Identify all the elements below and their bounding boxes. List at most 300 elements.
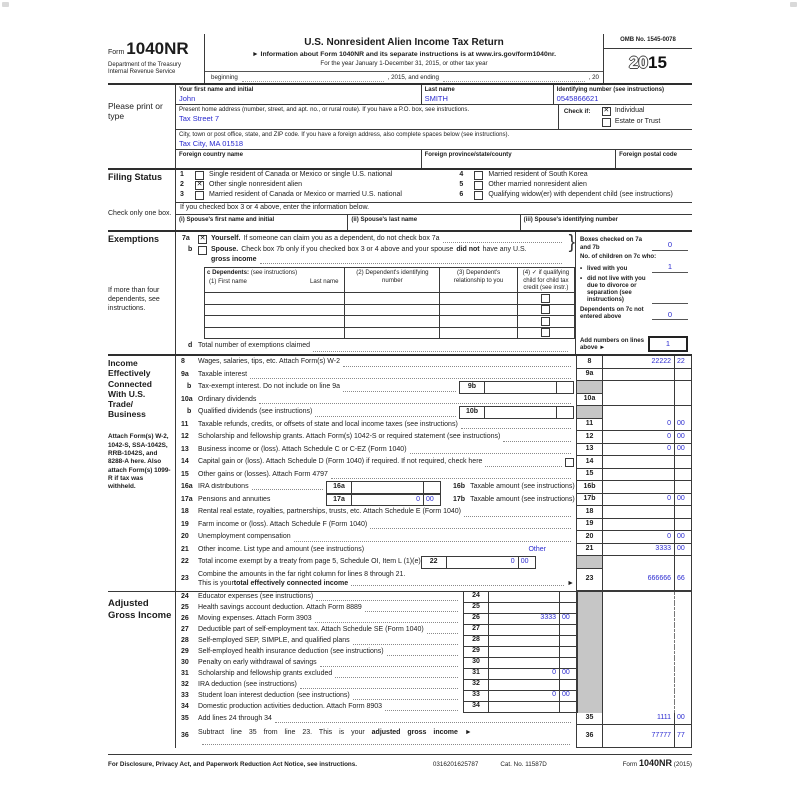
line-number: 13	[181, 445, 189, 453]
mid-line-number-box: 31	[463, 669, 489, 680]
dependents-credit-header: (4) ✓ if qualifying child for child tax credit (see instr.)	[517, 268, 574, 292]
line-23-amount[interactable]	[603, 569, 692, 591]
agi-content	[175, 592, 692, 749]
line-description	[198, 725, 576, 748]
line-36-amount[interactable]	[603, 725, 692, 748]
right-amount-area	[603, 691, 692, 702]
foreign-country-cell[interactable]: Foreign country name	[179, 151, 243, 159]
amount-value: 77777	[651, 731, 671, 739]
gray-strip	[577, 592, 603, 603]
line-7d: d Total number of exemptions claimed	[176, 339, 575, 354]
inset-amount-cell[interactable]	[485, 381, 574, 394]
tax-year-dates-row: beginning , 2015, and ending , 20	[205, 71, 603, 83]
line-description	[198, 531, 576, 544]
amount-cents: 00	[674, 419, 691, 431]
omb-number: OMB No. 1545-0078	[604, 34, 692, 49]
line-7b-continued: gross income	[176, 255, 575, 266]
line-label: IRA deduction (see instructions)	[198, 680, 297, 688]
tail-label: Taxable amount (see instructions)	[470, 483, 575, 491]
yourself-checkbox[interactable]	[198, 235, 207, 244]
filing-option-6-checkbox[interactable]	[474, 191, 483, 200]
amount-value: 3333	[655, 545, 671, 553]
did-not-live-value[interactable]	[652, 303, 688, 304]
identity-section	[108, 85, 692, 169]
income-line-9a	[176, 369, 692, 382]
spouse-checkbox[interactable]	[198, 246, 207, 255]
dotted-leader	[343, 366, 571, 367]
line-number: 20	[181, 533, 189, 541]
line-number: 19	[181, 520, 189, 528]
line36-pre: Subtract line 35 from line 23. This is your	[198, 728, 372, 736]
agi-table	[176, 592, 692, 749]
dependent-credit-cell	[517, 305, 574, 316]
income-line-17b	[176, 494, 692, 507]
inset-amount-cents	[556, 382, 573, 393]
line-number: 12	[181, 433, 189, 441]
dotted-leader	[252, 489, 323, 490]
line-description	[198, 394, 576, 407]
line-label: Taxable interest	[198, 370, 248, 378]
line36-bold: adjusted gross income	[371, 728, 465, 736]
line-number: 27	[181, 625, 189, 633]
amount-cents	[674, 506, 691, 518]
agi-line-31	[176, 669, 692, 680]
dotted-leader	[315, 622, 458, 623]
line-description	[198, 494, 576, 507]
line-number: 8	[181, 358, 185, 366]
line-label: Domestic production activities deduction. Attach Form 8903	[198, 702, 383, 710]
amount-cents	[559, 702, 576, 712]
dotted-leader	[427, 633, 458, 634]
form-number: 1040NR	[126, 39, 189, 58]
children-label-item: No. of children on 7c who:	[580, 252, 657, 260]
dependent-relationship-cell[interactable]	[439, 293, 516, 304]
line-14-amount[interactable]	[603, 456, 692, 469]
line36-wrap	[198, 729, 574, 745]
line-description	[198, 456, 576, 469]
dependent-name-cell[interactable]	[205, 305, 344, 316]
amount-cents: 00	[674, 713, 691, 725]
line-label: Tax-exempt interest. Do not include on line 9a	[198, 383, 341, 391]
amount-value: 0	[552, 669, 556, 677]
line-number: 32	[181, 680, 189, 688]
dotted-leader	[387, 655, 458, 656]
income-line-18	[176, 506, 692, 519]
line-label: Student loan interest deduction (see instructions)	[198, 691, 350, 699]
total-exemptions-box[interactable]: 1	[648, 336, 688, 352]
mid-line-number-box: 34	[463, 702, 489, 713]
income-table	[176, 356, 692, 591]
dependents-name-header: c Dependents: (see instructions) (1) First name Last name	[207, 269, 339, 285]
line-label: Business income or (loss). Attach Schedule C or C-EZ (Form 1040)	[198, 445, 407, 453]
amount-cents	[559, 603, 576, 613]
line-24-amount[interactable]	[489, 592, 577, 603]
agi-line-28	[176, 636, 692, 647]
amount-value: 666666	[647, 574, 671, 582]
amount-cents	[559, 647, 576, 657]
mid-line-number-box: 29	[463, 647, 489, 658]
line-11-amount[interactable]	[603, 419, 692, 432]
agi-line-34	[176, 702, 692, 713]
income-line-20	[176, 531, 692, 544]
agi-line-25	[176, 603, 692, 614]
income-content	[175, 356, 692, 591]
ab-label-wrap	[198, 483, 326, 492]
dotted-leader	[250, 378, 571, 379]
filing-option-5: 5 Other married nonresident alien	[459, 181, 587, 189]
agi-line-26	[176, 614, 692, 625]
line-number-box: 9a	[576, 369, 603, 382]
spouse-first-name-cell[interactable]: (i) Spouse's first name and initial	[179, 216, 275, 224]
line-number: b	[187, 408, 192, 416]
amount-cents	[674, 456, 691, 468]
income-line-12	[176, 431, 692, 444]
mid-line-number-box: 33	[463, 691, 489, 702]
inset-line-number: 9b	[459, 381, 485, 394]
income-line-15	[176, 469, 692, 482]
dotted-leader	[461, 428, 571, 429]
gray-strip	[577, 680, 603, 691]
mid-line-number-box: 26	[463, 614, 489, 625]
dotted-leader	[320, 666, 458, 667]
line-number-box: 15	[576, 469, 603, 482]
amount-cents: 77	[674, 725, 691, 747]
dotted-leader	[343, 391, 456, 392]
home-address-cell: Present home address (number, street, and apt. no., or rural route). If you have a P.O. box, see instructions. Tax Street 7	[176, 105, 558, 129]
print-or-type-label: Please print or type	[108, 100, 163, 122]
line-b-amount[interactable]	[603, 381, 692, 394]
line-description	[198, 519, 576, 532]
did-not-live-item: • did not live with you due to divorce or separation (see instructions)	[580, 275, 688, 304]
line-description	[198, 680, 463, 691]
identity-sidebar	[108, 85, 175, 169]
dependent-relationship-cell[interactable]	[439, 305, 516, 316]
dotted-leader	[385, 710, 458, 711]
dependents-id-header: (2) Dependent's identifying number	[344, 268, 439, 292]
scan-artifact	[790, 2, 797, 7]
line-7b: b Spouse. Check box 7b only if you checked box 3 or 4 above and your spouse did not have any U.S.	[188, 245, 527, 253]
line-10a-amount[interactable]	[603, 394, 692, 407]
agi-heading: Adjusted Gross Income	[108, 597, 172, 622]
line-number: 21	[181, 545, 189, 553]
line-number: 22	[181, 558, 189, 566]
identifying-number-field[interactable]: 0545866621	[556, 93, 599, 103]
line-7a: 7a ✕ Yourself. If someone can claim you as a dependent, do not check box 7a	[176, 233, 575, 245]
line-b-amount[interactable]	[603, 406, 692, 419]
line-label: Rental real estate, royalties, partnerships, trusts, etc. Attach Schedule E (Form 1040)	[198, 508, 462, 516]
income-line-13	[176, 444, 692, 457]
exemptions-section	[108, 230, 692, 354]
dependent-name-cell[interactable]	[205, 316, 344, 327]
line-description	[198, 625, 463, 636]
line-9a-amount[interactable]	[603, 369, 692, 382]
dependent-name-cell[interactable]	[205, 328, 344, 339]
first-name-field[interactable]: John	[179, 93, 196, 103]
dotted-leader	[443, 242, 562, 243]
line-label-2-bold: total effectively connected income	[233, 579, 349, 587]
city-row	[176, 130, 692, 150]
capital-gain-checkbox[interactable]	[565, 458, 574, 467]
line-label: Pensions and annuities	[198, 495, 271, 503]
filing-option-4: 4 Married resident of South Korea	[459, 171, 588, 179]
dependents-table	[204, 267, 575, 339]
line-description	[198, 431, 576, 444]
amount-value: 0	[667, 420, 671, 428]
line-20-amount[interactable]	[603, 531, 692, 544]
city-cell: City, town or post office, state, and ZIP code. If you have a foreign address, also complete spaces below (see instructions). Tax City, MA 01518	[176, 130, 692, 149]
line-description	[198, 419, 576, 432]
income-line-b	[176, 381, 692, 394]
dependents-not-entered-value[interactable]: 0	[652, 310, 688, 320]
amount-cents	[559, 592, 576, 602]
line-18-amount[interactable]	[603, 506, 692, 519]
spouse-last-name-cell[interactable]: (ii) Spouse's last name	[347, 215, 519, 230]
income-line-10a	[176, 394, 692, 407]
filing-status-sidebar	[108, 170, 175, 230]
right-amount-area	[603, 702, 692, 713]
form-footer	[108, 754, 692, 769]
dependent-relationship-cell[interactable]	[439, 316, 516, 327]
inset-line-number: 17a	[326, 494, 352, 507]
filing-option-5-checkbox[interactable]	[474, 181, 483, 190]
line-number-box: 20	[576, 531, 603, 544]
combined-description	[198, 571, 574, 589]
line-12-amount[interactable]	[603, 431, 692, 444]
lived-with-you-value[interactable]: 1	[652, 262, 688, 272]
line-number: 11	[181, 420, 189, 428]
amount-cents: 00	[674, 531, 691, 543]
line-29-amount[interactable]	[489, 647, 577, 658]
line-label: Scholarship and fellowship grants. Attach Form(s) 1042-S or required statement (see instructions)	[198, 433, 501, 441]
dependent-relationship-cell[interactable]	[439, 328, 516, 339]
line-30-amount[interactable]	[489, 658, 577, 669]
mid-line-number-box: 28	[463, 636, 489, 647]
dependent-id-cell[interactable]	[344, 316, 439, 327]
dotted-leader	[464, 516, 571, 517]
estate-trust-checkbox[interactable]	[602, 118, 611, 127]
income-heading: Income Effectively Connected With U.S. Trade/ Business	[108, 358, 152, 420]
line-number-box	[576, 381, 603, 394]
line-15-amount[interactable]	[603, 469, 692, 482]
dotted-leader	[331, 478, 571, 479]
dependent-row	[205, 293, 574, 305]
agi-line-30	[176, 658, 692, 669]
right-amount-area	[603, 603, 692, 614]
dependent-name-cell[interactable]	[205, 293, 344, 304]
home-address-field[interactable]: Tax Street 7	[179, 114, 220, 124]
line-number: 28	[181, 636, 189, 644]
dependent-row	[205, 316, 574, 328]
dependent-id-cell[interactable]	[344, 328, 439, 339]
income-line-23	[176, 569, 692, 591]
beginning-date-field[interactable]	[242, 74, 384, 82]
agi-line-29	[176, 647, 692, 658]
dependent-id-cell[interactable]	[344, 305, 439, 316]
line-description	[198, 544, 576, 557]
dependents-not-entered-item: Dependents on 7c not entered above 0	[580, 306, 688, 321]
income-line-14	[176, 456, 692, 469]
filing-option-1-checkbox[interactable]	[195, 171, 204, 180]
dependent-credit-checkbox[interactable]	[541, 305, 550, 314]
amount-value: 0	[667, 445, 671, 453]
disclosure-notice: For Disclosure, Privacy Act, and Paperwork Reduction Act Notice, see instructions.	[108, 761, 358, 769]
line-number: 14	[181, 458, 189, 466]
amount-cents	[674, 394, 691, 406]
dependent-credit-checkbox[interactable]	[541, 328, 550, 337]
footer-form-id: Form 1040NR (2015)	[622, 758, 692, 769]
spouse-info-row	[176, 214, 692, 230]
spouse-id-number-cell[interactable]: (iii) Spouse's identifying number	[520, 215, 692, 230]
line-22-amount[interactable]	[603, 556, 692, 569]
line-33-amount[interactable]	[489, 691, 577, 702]
line-label: Health savings account deduction. Attach Form 8889	[198, 603, 362, 611]
amount-value: 0	[667, 495, 671, 503]
dotted-leader	[313, 351, 568, 352]
form-title: U.S. Nonresident Alien Income Tax Return	[304, 37, 504, 48]
line-16b-amount[interactable]	[603, 481, 692, 494]
line-28-amount[interactable]	[489, 636, 577, 647]
inset-amount-cents: 00	[518, 557, 535, 568]
line-35-amount[interactable]	[603, 713, 692, 726]
line-number-box: 36	[576, 725, 603, 748]
gray-strip	[577, 647, 603, 658]
form-title-block	[205, 34, 603, 83]
city-field[interactable]: Tax City, MA 01518	[179, 139, 244, 149]
gray-strip	[577, 702, 603, 713]
dotted-leader	[485, 466, 562, 467]
ending-date-field[interactable]	[443, 74, 585, 82]
inset-amount-cell[interactable]	[485, 406, 574, 419]
dependent-credit-checkbox[interactable]	[541, 317, 550, 326]
foreign-province-cell[interactable]: Foreign province/state/county	[421, 150, 616, 168]
line-number-box: 12	[576, 431, 603, 444]
line-description	[198, 506, 576, 519]
inset-amount-value: 0	[510, 558, 515, 566]
amount-cents	[674, 369, 691, 381]
line-32-amount[interactable]	[489, 680, 577, 691]
line-description	[198, 406, 576, 419]
line-description	[198, 691, 463, 702]
inset-amount-cell[interactable]	[352, 494, 441, 507]
boxes-checked-value[interactable]: 0	[652, 240, 688, 250]
line-13-amount[interactable]	[603, 444, 692, 457]
amount-cents	[674, 381, 691, 394]
line-label: Unemployment compensation	[198, 533, 291, 541]
foreign-postal-cell[interactable]: Foreign postal code	[615, 150, 692, 168]
other-income-type-value[interactable]: Other	[528, 545, 546, 553]
line-27-amount[interactable]	[489, 625, 577, 636]
right-amount-area	[603, 614, 692, 625]
filing-status-section	[108, 168, 692, 230]
line-label: Other income. List type and amount (see instructions)	[198, 545, 365, 553]
filing-option-3-checkbox[interactable]	[195, 191, 204, 200]
identifying-number-cell: Identifying number (see instructions) 0545866621	[553, 85, 692, 104]
right-amount-area	[603, 625, 692, 636]
line-description	[198, 614, 463, 625]
agi-line-27	[176, 625, 692, 636]
line-label: IRA distributions	[198, 483, 249, 491]
amount-value: 0	[667, 432, 671, 440]
line-34-amount[interactable]	[489, 702, 577, 713]
dependent-credit-cell	[517, 293, 574, 304]
dependents-table-header	[205, 268, 574, 293]
right-amount-area	[603, 669, 692, 680]
income-section	[108, 354, 692, 591]
line-number-box: 17b	[576, 494, 603, 507]
amount-cents: 00	[559, 669, 576, 679]
amount-value: 3333	[540, 614, 556, 622]
line-number-box: 18	[576, 506, 603, 519]
gray-strip	[577, 625, 603, 636]
individual-checkbox[interactable]	[602, 107, 611, 116]
agi-line-24	[176, 592, 692, 603]
income-line-8	[176, 356, 692, 369]
line-21-amount[interactable]	[603, 544, 692, 557]
filing-option-2-checkbox[interactable]	[195, 181, 204, 190]
dependent-credit-checkbox[interactable]	[541, 294, 550, 303]
brace-icon: }	[568, 232, 575, 254]
right-amount-area	[603, 647, 692, 658]
amount-cents	[674, 519, 691, 531]
line-17b-amount[interactable]	[603, 494, 692, 507]
line-label: Add lines 24 through 34	[198, 714, 272, 722]
right-amount-area	[603, 592, 692, 603]
dotted-leader	[370, 528, 571, 529]
exemptions-sidebar	[108, 232, 175, 354]
line-label: Farm income or (loss). Attach Schedule F (Form 1040)	[198, 520, 368, 528]
form-id-block	[108, 34, 205, 83]
line-description	[198, 381, 576, 394]
inset-amount-cell[interactable]	[447, 556, 536, 569]
line-description	[198, 481, 576, 494]
amount-value: 1111	[656, 714, 671, 722]
inset-amount-cell[interactable]	[352, 481, 441, 494]
dotted-leader	[300, 688, 458, 689]
gray-strip	[577, 614, 603, 625]
filing-option-4-checkbox[interactable]	[474, 171, 483, 180]
agi-sidebar	[108, 592, 175, 749]
more-dependents-note: If more than four dependents, see instructions.	[108, 287, 160, 312]
line-19-amount[interactable]	[603, 519, 692, 532]
ab-label-wrap	[198, 496, 326, 505]
right-amount-area	[603, 658, 692, 669]
line-description	[198, 469, 576, 482]
line-8-amount[interactable]	[603, 356, 692, 369]
footer-code: 0316201625787	[432, 761, 479, 769]
line-31-amount[interactable]	[489, 669, 577, 680]
amount-cents: 66	[674, 569, 691, 590]
year-2015: 2015	[629, 52, 667, 72]
address-row	[176, 105, 692, 130]
amount-cents	[674, 556, 691, 569]
line-number: 33	[181, 691, 189, 699]
dotted-leader	[259, 403, 571, 404]
dependent-id-cell[interactable]	[344, 293, 439, 304]
last-name-field[interactable]: SMITH	[424, 93, 448, 103]
line-26-amount[interactable]	[489, 614, 577, 625]
amount-value: 0	[667, 532, 671, 540]
right-amount-area	[603, 680, 692, 691]
check-if-cell: Check if: ✕ Individual Estate or Trust	[558, 105, 692, 129]
line-number-box	[576, 556, 603, 569]
gray-strip	[577, 669, 603, 680]
line-description	[198, 636, 463, 647]
line-number: 24	[181, 592, 189, 600]
dotted-leader	[353, 699, 458, 700]
inset-line-number: 10b	[459, 406, 485, 419]
line-25-amount[interactable]	[489, 603, 577, 614]
name-row	[176, 85, 692, 105]
